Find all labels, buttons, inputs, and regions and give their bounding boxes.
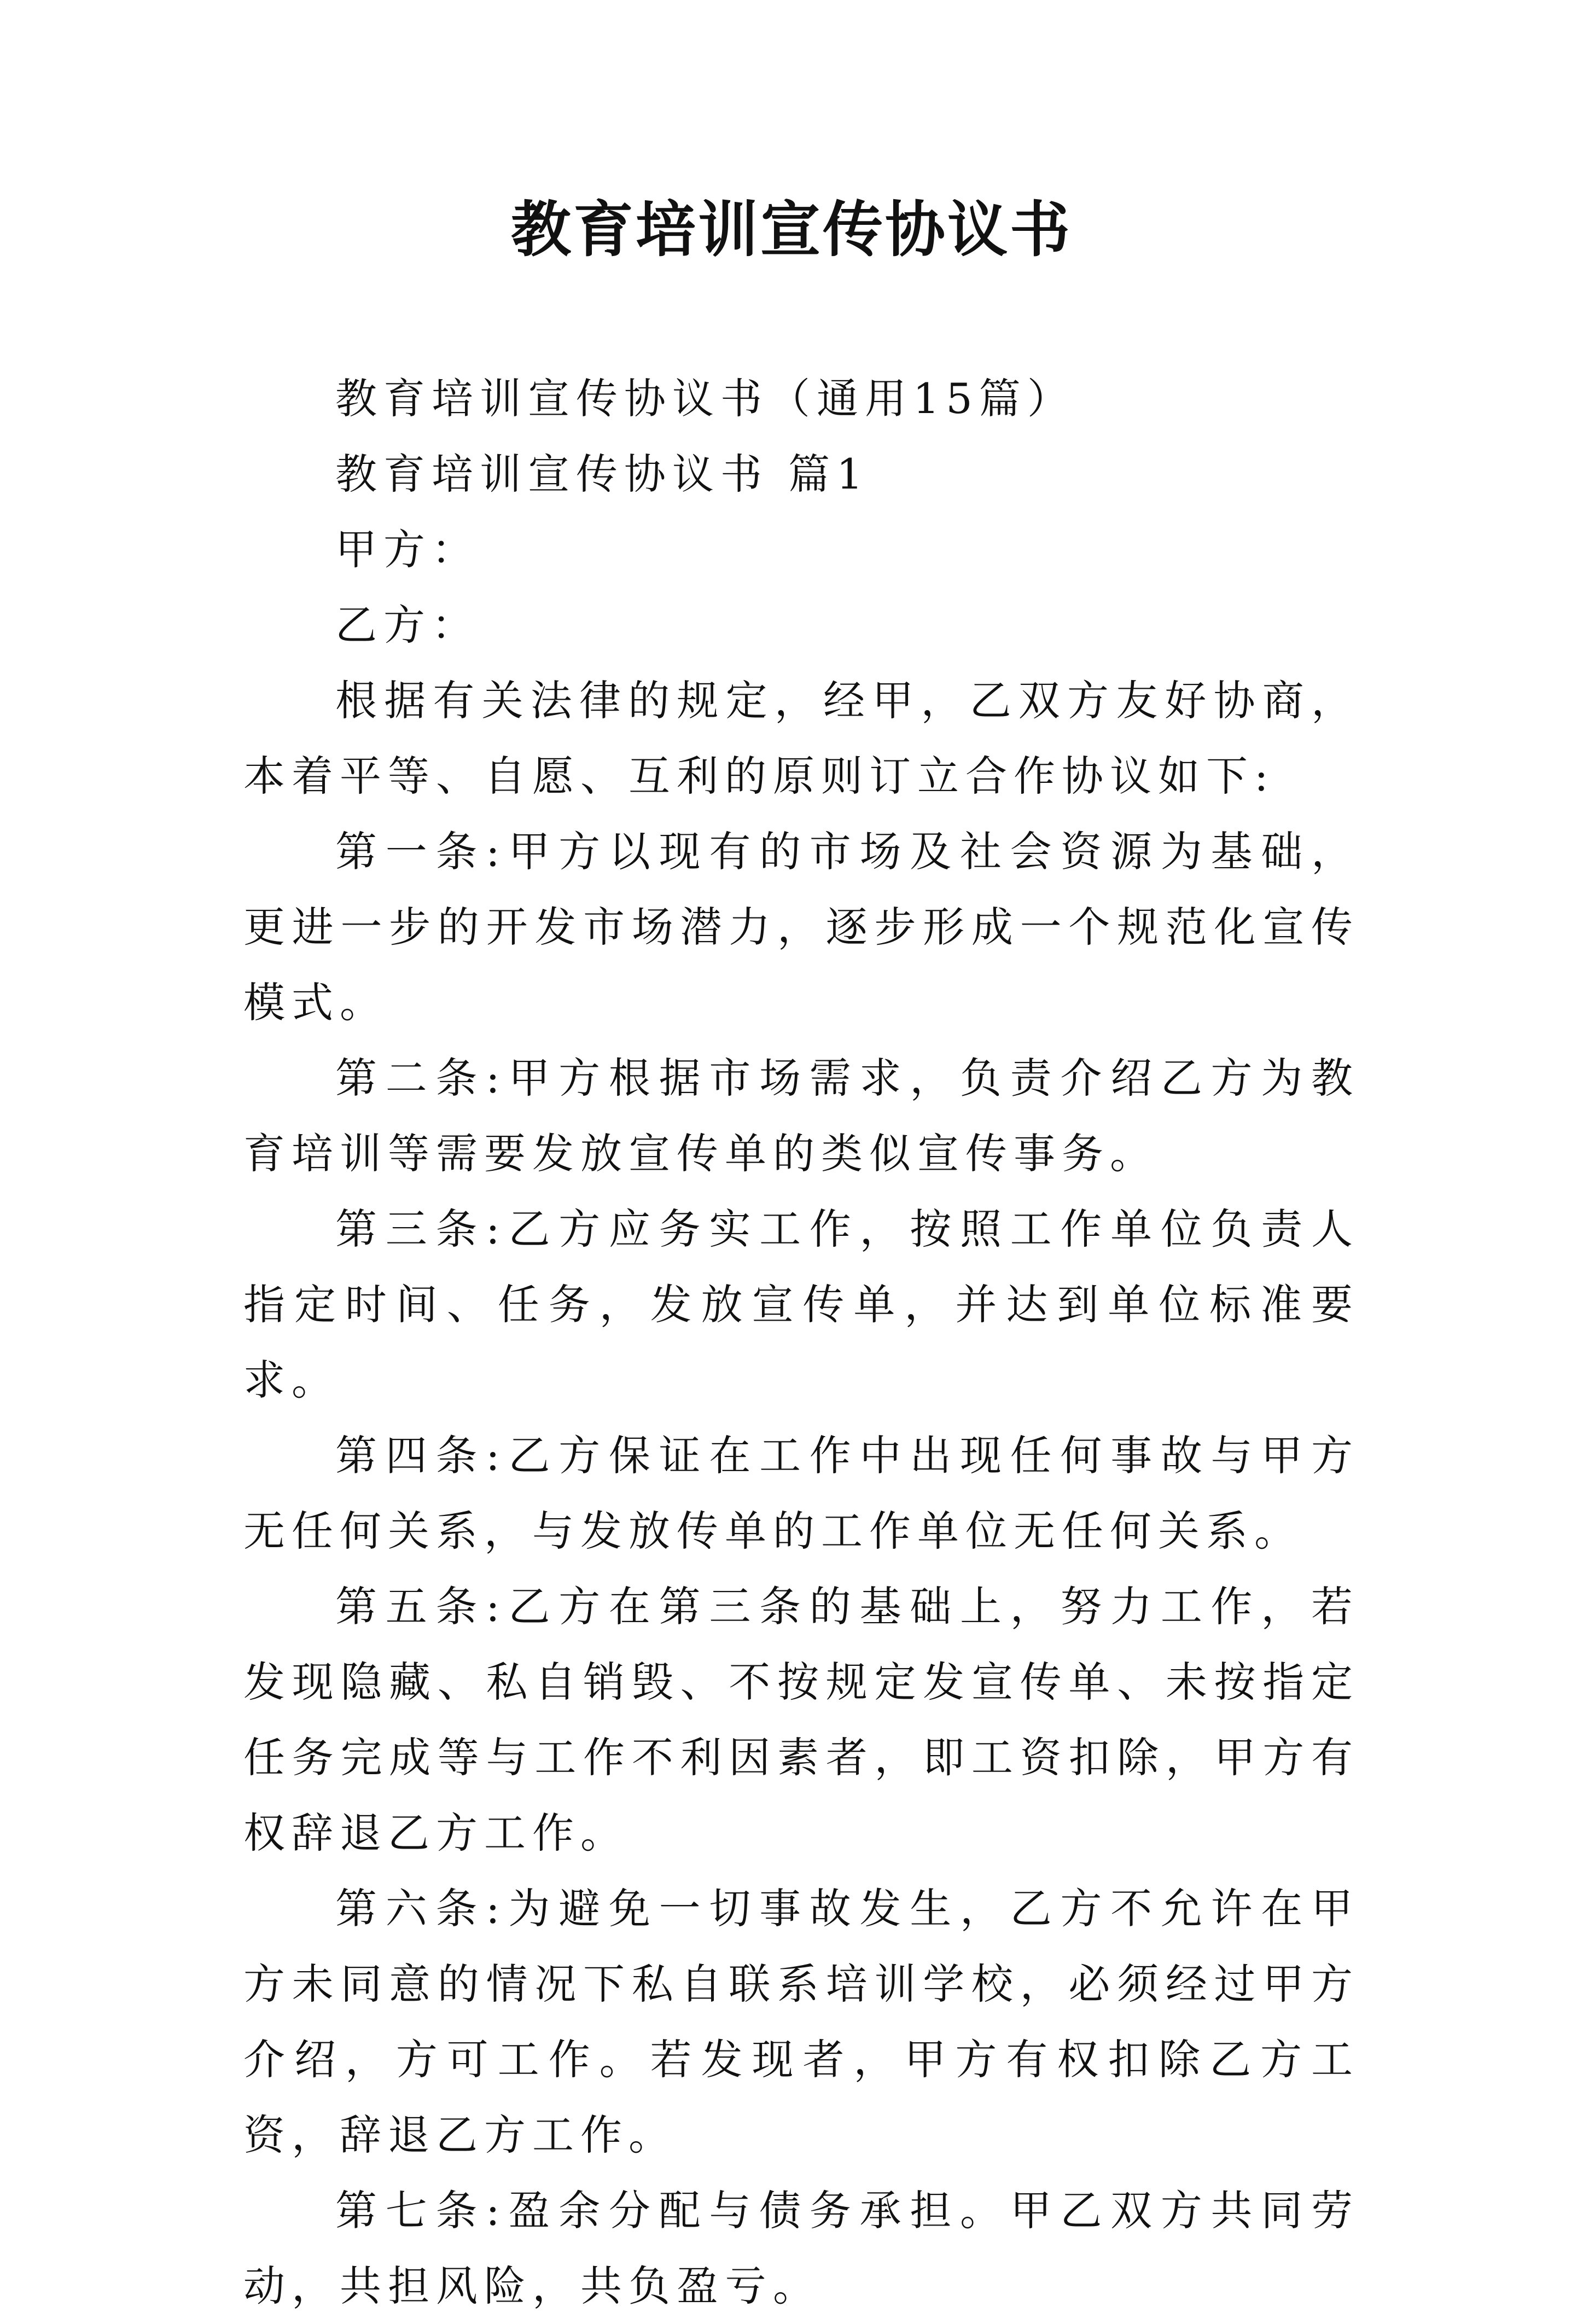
document-body: [243, 361, 1359, 2324]
preamble-paragraph: 根据有关法律的规定，经甲，乙双方友好协商，本着平等、自愿、互利的原则订立合作协议如下:: [243, 676, 1359, 800]
document-title: 教育培训宣传协议书: [511, 194, 1072, 265]
article-5-paragraph: 第五条:乙方在第三条的基础上，努力工作，若发现隐藏、私自销毁、不按规定发宣传单、未按指定任务完成等与工作不利因素者，即工资扣除，甲方有权辞退乙方工作。: [243, 1582, 1359, 1857]
article-3-paragraph: 第三条:乙方应务实工作，按照工作单位负责人指定时间、任务，发放宣传单，并达到单位标准要求。: [243, 1205, 1359, 1404]
section-heading-paragraph: 教育培训宣传协议书 篇1: [335, 450, 870, 498]
subtitle-paragraph: 教育培训宣传协议书（通用15篇）: [335, 374, 1075, 423]
article-2-paragraph: 第二条:甲方根据市场需求，负责介绍乙方为教育培训等需要发放宣传单的类似宣传事务。: [243, 1054, 1359, 1178]
article-4-paragraph: 第四条:乙方保证在工作中出现任何事故与甲方无任何关系，与发放传单的工作单位无任何关系。: [243, 1431, 1359, 1555]
party-b-paragraph: 乙方：: [335, 601, 480, 649]
party-a-paragraph: 甲方：: [335, 525, 480, 574]
article-1-paragraph: 第一条:甲方以现有的市场及社会资源为基础，更进一步的开发市场潜力，逐步形成一个规范化宣传模式。: [243, 827, 1359, 1027]
article-6-paragraph: 第六条:为避免一切事故发生，乙方不允许在甲方未同意的情况下私自联系培训学校，必须经过甲方介绍，方可工作。若发现者，甲方有权扣除乙方工资，辞退乙方工作。: [243, 1884, 1359, 2159]
article-7-paragraph: 第七条:盈余分配与债务承担。甲乙双方共同劳动，共担风险，共负盈亏。: [243, 2186, 1359, 2310]
